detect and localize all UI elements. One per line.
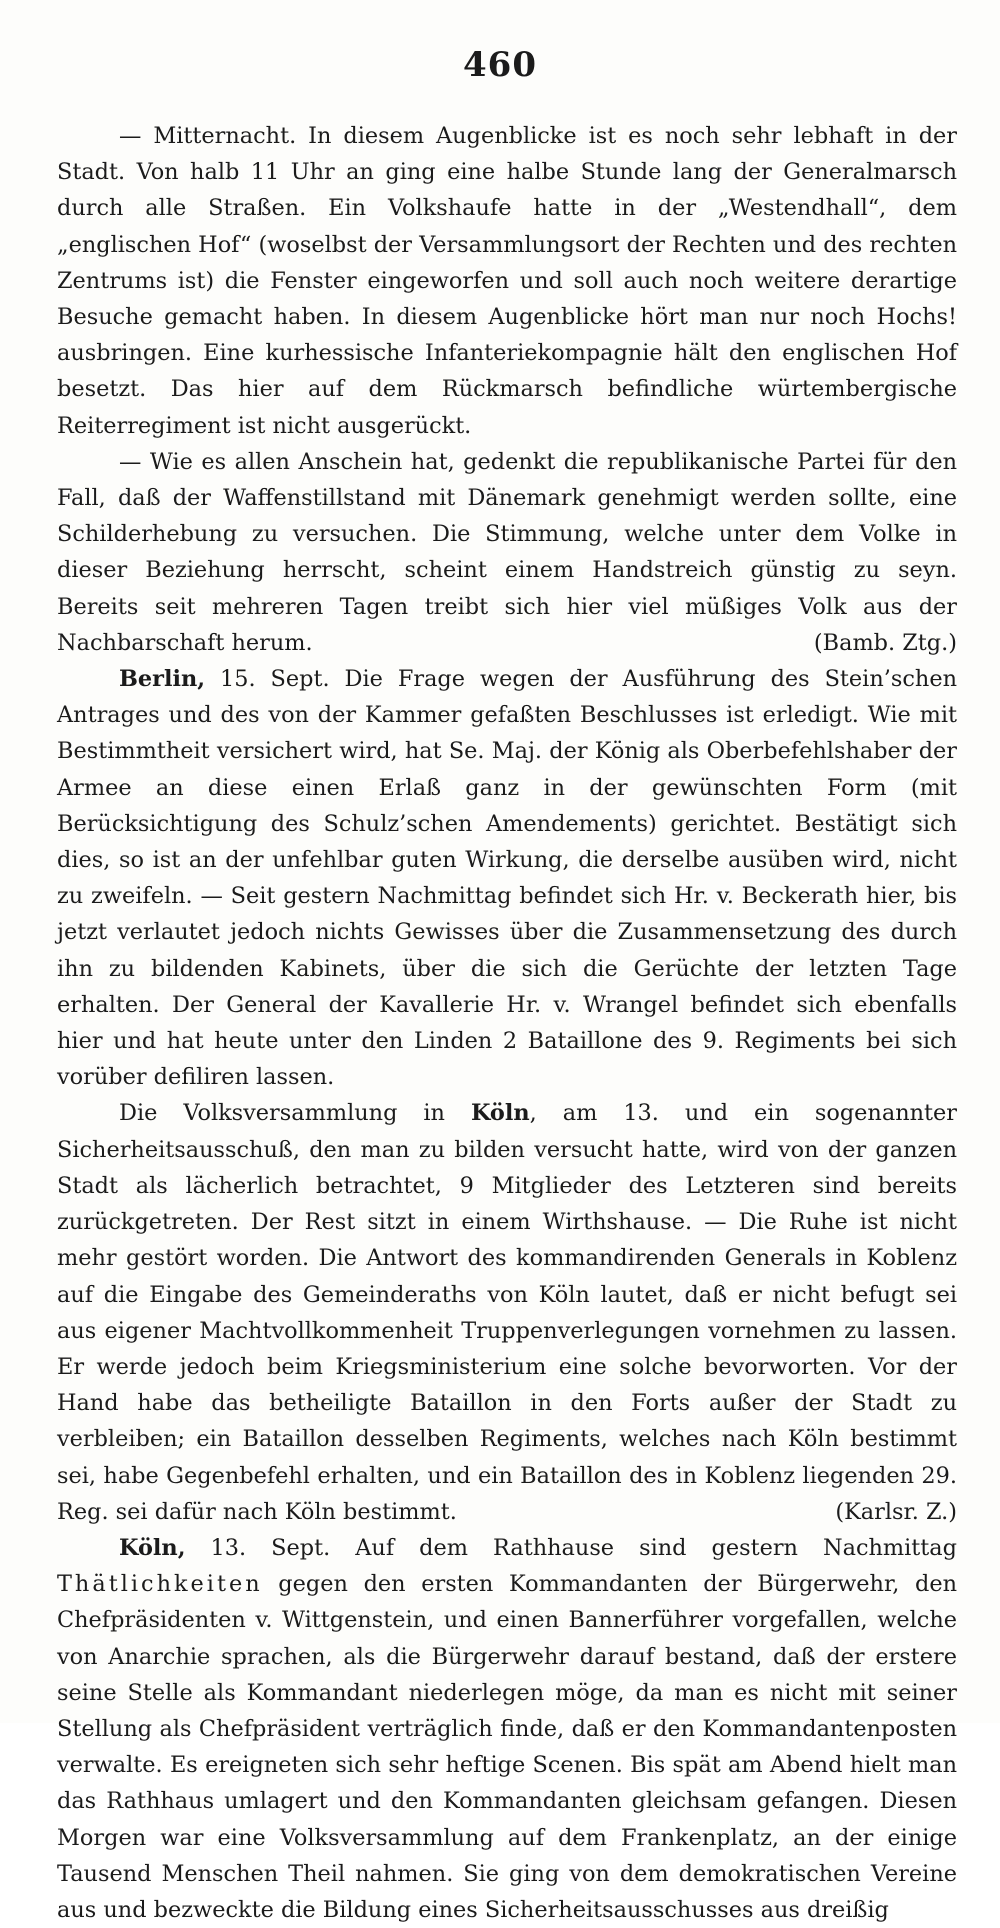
place-name: Köln	[470, 1100, 530, 1127]
article-body	[57, 118, 957, 1928]
place-heading: Berlin,	[119, 666, 206, 693]
paragraph-republican-party	[57, 444, 957, 661]
paragraph-lead: Die Volksversammlung in	[119, 1100, 471, 1127]
emphasized-word: Thätlichkeiten	[57, 1571, 263, 1598]
source-citation: (Karlsr. Z.)	[835, 1498, 957, 1525]
paragraph-text: — Wie es allen Anschein hat, gedenkt die republikanische Partei für den Fall, daß der Waffenstillstand mit Dänemark genehmigt werden sollte, eine Schilderhebung zu versuchen. Die Stimmung, welche unter dem Volke in dieser Beziehung herrscht, scheint einem Handstreich günstig zu seyn. Bereits seit mehreren Tagen treibt sich hier viel müßiges Volk aus der Nachbarschaft herum.	[57, 448, 957, 656]
paragraph-text: — Mitternacht. In diesem Augenblicke ist es noch sehr lebhaft in der Stadt. Von halb 11 Uhr an ging eine halbe Stunde lang der Generalmarsch durch alle Straßen. Ein Volkshaufe hatte in der „Westendhall“, dem „englischen Hof“ (woselbst der Versammlungsort der Rechten und des rechten Zentrums ist) die Fenster eingeworfen und soll auch noch weitere derartige Besuche gemacht haben. In diesem Augenblicke hört man nur noch Hochs! ausbringen. Eine kurhessische Infanteriekompagnie hält den englischen Hof besetzt. Das hier auf dem Rückmarsch befindliche würtembergische Reiterregiment ist nicht ausgerückt.	[57, 123, 957, 439]
paragraph-text: 15. Sept. Die Frage wegen der Ausführung des Stein’schen Antrages und des von der Kammer gefaßten Beschlusses ist erledigt. Wie mit Bestimmtheit versichert wird, hat Se. Maj. der König als Oberbefehlshaber der Armee an diese einen Erlaß ganz in der gewünschten Form (mit Berücksichtigung des Schulz’schen Amendements) gerichtet. Bestätigt sich dies, so ist an der unfehlbar guten Wirkung, die derselbe ausüben wird, nicht zu zweifeln. — Seit gestern Nachmittag befindet sich Hr. v. Beckerath hier, bis jetzt verlautet jedoch nichts Gewisses über die Zusammensetzung des durch ihn zu bildenden Kabinets, über die sich die Gerüchte der letzten Tage erhalten. Der General der Kavallerie Hr. v. Wrangel befindet sich ebenfalls hier und hat heute unter den Linden 2 Bataillone des 9. Regiments bei sich vorüber defiliren lassen.	[57, 666, 957, 1091]
paragraph-volksversammlung-koeln	[57, 1095, 957, 1529]
paragraph-koeln	[57, 1530, 957, 1928]
source-citation: (Bamb. Ztg.)	[813, 629, 957, 656]
paragraph-lead: 13. Sept. Auf dem Rathhause sind gestern Nachmittag	[185, 1534, 957, 1561]
paragraph-berlin	[57, 661, 957, 1095]
place-heading: Köln,	[119, 1534, 186, 1561]
page-number: 460	[463, 45, 537, 85]
paragraph-text: , am 13. und ein sogenannter Sicherheitsausschuß, den man zu bilden versucht hatte, wird von der ganzen Stadt als lächerlich betrachtet, 9 Mitglieder des Letzteren sind bereits zurückgetreten. Der Rest sitzt in einem Wirthshause. — Die Ruhe ist nicht mehr gestört worden. Die Antwort des kommandirenden Generals in Koblenz auf die Eingabe des Gemeinderaths von Köln lautet, daß er nicht befugt sei aus eigener Machtvollkommenheit Truppenverlegungen vornehmen zu lassen. Er werde jedoch beim Kriegsministerium eine solche bevorworten. Vor der Hand habe das betheiligte Bataillon in den Forts außer der Stadt zu verbleiben; ein Bataillon desselben Regiments, welches nach Köln bestimmt sei, habe Gegenbefehl erhalten, und ein Bataillon des in Koblenz liegenden 29. Reg. sei dafür nach Köln bestimmt.	[57, 1100, 957, 1525]
paragraph-text: gegen den ersten Kommandanten der Bürgerwehr, den Chefpräsidenten v. Wittgenstein, und einen Bannerführer vorgefallen, welche von Anarchie sprachen, als die Bürgerwehr darauf bestand, daß der erstere seine Stelle als Kommandant niederlegen möge, da man es nicht mit seiner Stellung als Chefpräsident verträglich finde, daß er den Kommandantenposten verwalte. Es ereigneten sich sehr heftige Scenen. Bis spät am Abend hielt man das Rathhaus umlagert und den Kommandanten gleichsam gefangen. Diesen Morgen war eine Volksversammlung auf dem Frankenplatz, an der einige Tausend Menschen Theil nahmen. Sie ging von dem demokratischen Vereine aus und bezweckte die Bildung eines Sicherheitsausschusses aus dreißig	[57, 1571, 957, 1923]
paragraph-frankfurt-midnight	[57, 118, 957, 444]
